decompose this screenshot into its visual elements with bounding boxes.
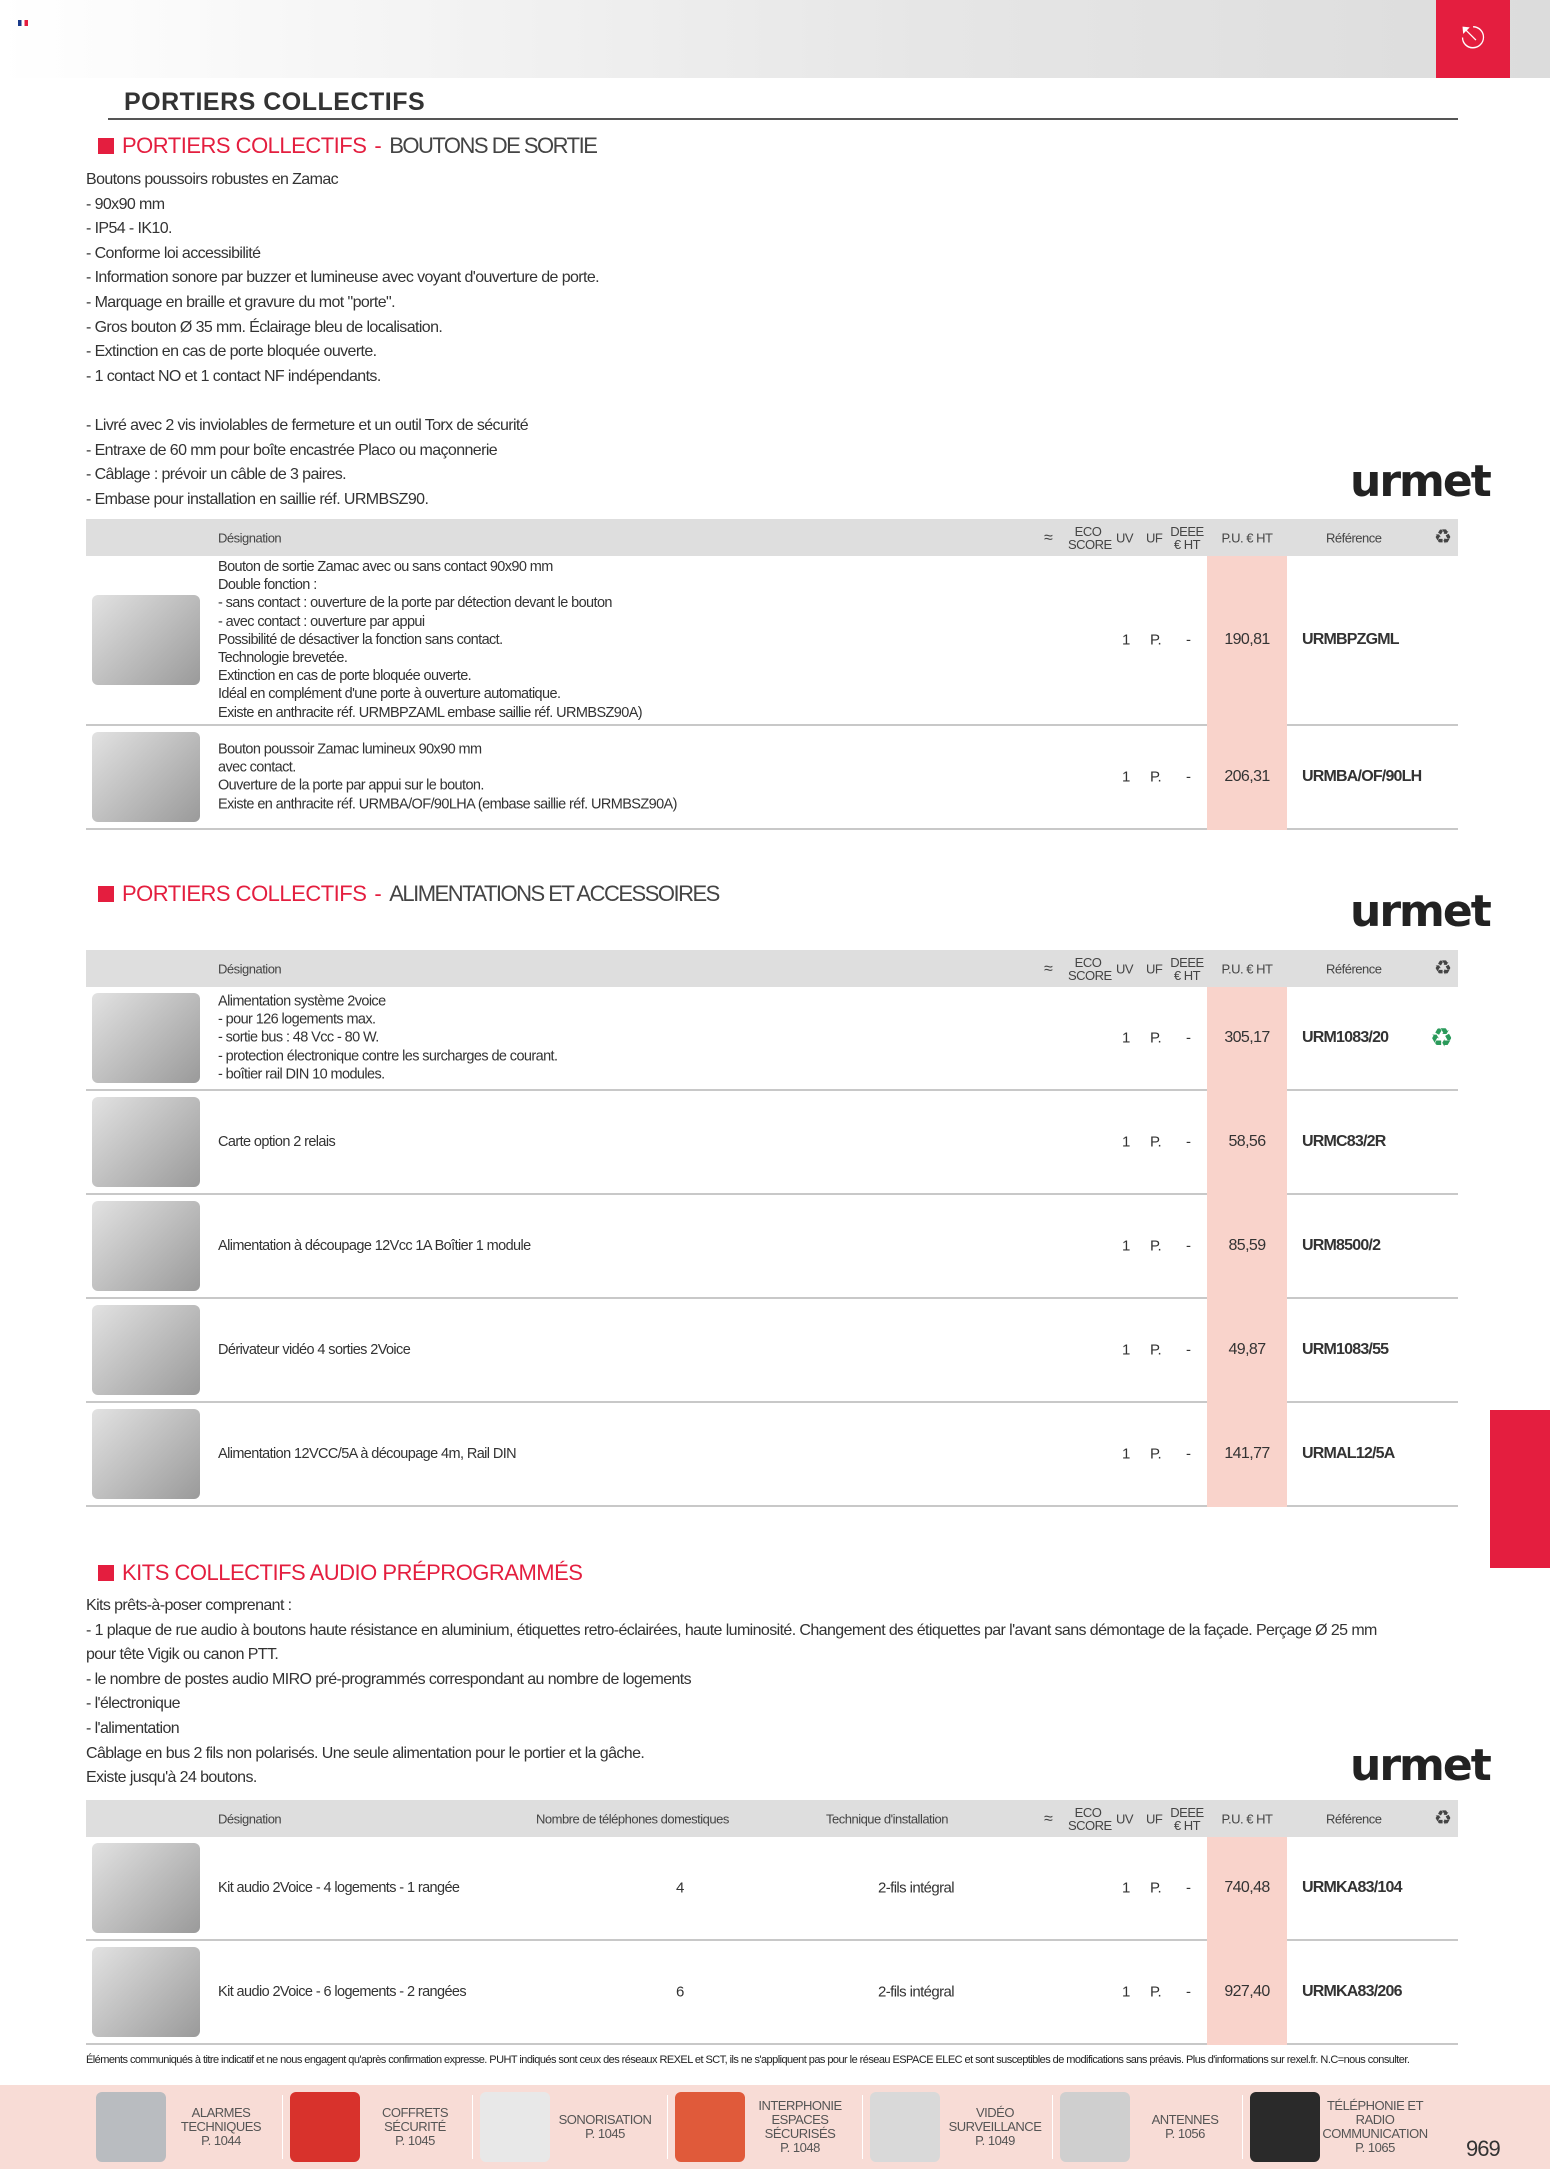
table-row <box>86 1403 1458 1507</box>
product-ref[interactable]: URMC83/2R <box>1302 1133 1386 1150</box>
description-line: - Extinction en cas de porte bloquée ouverte. <box>86 343 377 361</box>
table-row <box>86 1837 1458 1941</box>
section-description <box>86 168 599 512</box>
product-deee: - <box>1186 1879 1191 1897</box>
product-price: 740,48 <box>1224 1879 1270 1896</box>
designation-line: Alimentation à découpage 12Vcc 1A Boîtier 1 module <box>218 1237 531 1254</box>
section-title: PORTIERS COLLECTIFS <box>122 881 367 906</box>
install-technique: 2-fils intégral <box>878 1983 955 2001</box>
footer-label: INTERPHONIE ESPACES SÉCURISÉS <box>758 2098 842 2141</box>
page-number: 969 <box>1466 2136 1500 2161</box>
footer-item[interactable] <box>96 2085 276 2169</box>
description-line: - l'électronique <box>86 1695 180 1713</box>
product-price: 927,40 <box>1224 1983 1270 2000</box>
description-line: - Câblage : prévoir un câble de 3 paires. <box>86 466 347 484</box>
footer-label: TÉLÉPHONIE ET RADIO COMMUNICATION <box>1322 2098 1428 2141</box>
description-line: - Conforme loi accessibilité <box>86 244 261 262</box>
column-header-reference: Référence <box>1326 530 1382 545</box>
urmet-logo: urmet <box>1350 1740 1490 1791</box>
footer-divider <box>282 2095 283 2159</box>
product-uf: P. <box>1150 1029 1162 1047</box>
description-line: Kits prêts-à-poser comprenant : <box>86 1597 292 1614</box>
product-price: 58,56 <box>1228 1133 1266 1150</box>
product-designation <box>218 741 677 814</box>
product-uv: 1 <box>1122 768 1130 786</box>
section-heading-boutons <box>98 133 596 159</box>
description-line <box>86 389 599 414</box>
product-image <box>92 1097 200 1187</box>
footer-item-label <box>166 2106 276 2148</box>
footer-item-image <box>870 2092 940 2162</box>
footer-item-label <box>940 2106 1050 2148</box>
column-header-uv: UV <box>1116 961 1134 976</box>
product-designation <box>218 1445 516 1463</box>
section-title: KITS COLLECTIFS AUDIO PRÉPROGRAMMÉS <box>122 1560 583 1585</box>
footer-label: ALARMES TECHNIQUES <box>180 2105 262 2134</box>
table-header <box>86 1800 1458 1837</box>
column-header-uf: UF <box>1146 961 1163 976</box>
footer-item-label <box>550 2113 660 2141</box>
category-tab[interactable] <box>1436 0 1510 78</box>
product-designation <box>218 1879 459 1897</box>
footer-item[interactable] <box>1060 2085 1240 2169</box>
column-header-uf: UF <box>1146 530 1163 545</box>
description-line: Boutons poussoirs robustes en Zamac <box>86 171 339 188</box>
footer-page: P. 1044 <box>201 2133 241 2148</box>
column-header-deee: DEEE € HT <box>1170 954 1204 983</box>
column-header-pu: P.U. € HT <box>1221 1811 1273 1826</box>
column-header-pu: P.U. € HT <box>1221 530 1273 545</box>
designation-line: Bouton de sortie Zamac avec ou sans contact 90x90 mm <box>218 559 553 576</box>
designation-line: - avec contact : ouverture par appui <box>218 613 425 630</box>
footer-item-image <box>290 2092 360 2162</box>
column-header-eco: ECO SCORE <box>1068 954 1112 983</box>
bullet-square <box>98 1565 114 1581</box>
product-uf: P. <box>1150 1133 1162 1151</box>
section-heading-alimentations <box>98 881 719 907</box>
footer-item-label <box>1320 2099 1430 2155</box>
description-line: - l'alimentation <box>86 1719 180 1737</box>
footer-label: COFFRETS SÉCURITÉ <box>381 2105 449 2134</box>
product-deee: - <box>1186 1341 1191 1359</box>
footer-divider <box>862 2095 863 2159</box>
description-line: Câblage en bus 2 fils non polarisés. Une seule alimentation pour le portier et la gâche. <box>86 1744 645 1762</box>
footer-item[interactable] <box>870 2085 1050 2169</box>
product-deee: - <box>1186 1983 1191 2001</box>
wifi-icon: ≈ <box>1044 960 1053 977</box>
footer-page: P. 1056 <box>1165 2126 1205 2141</box>
section-heading-kits <box>98 1560 582 1586</box>
column-header-eco: ECO SCORE <box>1068 1804 1112 1833</box>
table-header <box>86 519 1458 556</box>
product-image <box>92 1305 200 1395</box>
footer-page: P. 1049 <box>975 2133 1015 2148</box>
designation-line: Extinction en cas de porte bloquée ouverte. <box>218 668 472 685</box>
footer-item-label <box>745 2099 855 2155</box>
footer-page: P. 1065 <box>1355 2140 1395 2155</box>
footer-item-image <box>480 2092 550 2162</box>
recycle-badge-icon: ♻ <box>1430 1022 1453 1053</box>
product-deee: - <box>1186 768 1191 786</box>
designation-line: - sortie bus : 48 Vcc - 80 W. <box>218 1029 379 1046</box>
column-header-reference: Référence <box>1326 961 1382 976</box>
column-header-deee: DEEE € HT <box>1170 1804 1204 1833</box>
footer-item-label <box>1130 2113 1240 2141</box>
page-title: PORTIERS COLLECTIFS <box>124 88 426 116</box>
dash: - <box>374 133 382 158</box>
footer-item-image <box>96 2092 166 2162</box>
product-price: 85,59 <box>1228 1237 1266 1254</box>
designation-line: - boîtier rail DIN 10 modules. <box>218 1066 385 1083</box>
footer-item[interactable] <box>1250 2085 1430 2169</box>
designation-line: Carte option 2 relais <box>218 1133 336 1150</box>
description-line: - Embase pour installation en saillie réf. URMBSZ90. <box>86 490 429 508</box>
footer-item[interactable] <box>480 2085 660 2169</box>
description-line: - Livré avec 2 vis inviolables de fermeture et un outil Torx de sécurité <box>86 416 529 434</box>
recycle-icon: ♻ <box>1434 1807 1452 1829</box>
phones-count: 6 <box>676 1983 684 2001</box>
product-deee: - <box>1186 631 1191 649</box>
designation-line: Possibilité de désactiver la fonction sans contact. <box>218 631 503 648</box>
wifi-icon: ≈ <box>1044 529 1053 546</box>
footer-category-nav <box>0 2085 1550 2169</box>
footer-label: ANTENNES <box>1151 2112 1219 2127</box>
description-line: - IP54 - IK10. <box>86 220 172 238</box>
product-price: 305,17 <box>1224 1029 1270 1046</box>
product-uv: 1 <box>1122 1133 1130 1151</box>
product-uv: 1 <box>1122 1983 1130 2001</box>
product-deee: - <box>1186 1445 1191 1463</box>
product-designation <box>218 1983 466 2001</box>
column-header-uf: UF <box>1146 1811 1163 1826</box>
designation-line: Idéal en complément d'une porte à ouverture automatique. <box>218 686 561 703</box>
product-table-boutons <box>86 519 1458 830</box>
designation-line: Bouton poussoir Zamac lumineux 90x90 mm <box>218 741 482 758</box>
footer-divider <box>1052 2095 1053 2159</box>
phones-count: 4 <box>676 1879 684 1897</box>
designation-line: Existe en anthracite réf. URMBA/OF/90LHA (embase saillie réf. URMBSZ90A) <box>218 796 677 813</box>
designation-line: Kit audio 2Voice - 4 logements - 1 rangée <box>218 1879 460 1896</box>
table-header <box>86 950 1458 987</box>
product-designation <box>218 992 557 1083</box>
designation-line: Alimentation 12VCC/5A à découpage 4m, Rail DIN <box>218 1445 517 1462</box>
product-uf: P. <box>1150 1237 1162 1255</box>
title-divider <box>108 118 1458 120</box>
description-line: - Gros bouton Ø 35 mm. Éclairage bleu de localisation. <box>86 318 443 336</box>
designation-line: Existe en anthracite réf. URMBPZAML embase saillie réf. URMBSZ90A) <box>218 704 643 721</box>
product-image <box>92 1843 200 1933</box>
urmet-logo: urmet <box>1350 886 1490 937</box>
flag-icon <box>18 20 28 26</box>
description-line: - 1 contact NO et 1 contact NF indépendants. <box>86 367 381 385</box>
designation-line: - protection électronique contre les surcharges de courant. <box>218 1048 558 1065</box>
product-image <box>92 1201 200 1291</box>
product-ref[interactable]: URM1083/20 <box>1302 1029 1389 1046</box>
top-band <box>0 0 1550 78</box>
column-header-reference: Référence <box>1326 1811 1382 1826</box>
product-ref[interactable]: URMKA83/104 <box>1302 1879 1402 1896</box>
column-header-designation: Désignation <box>218 530 282 545</box>
footer-divider <box>472 2095 473 2159</box>
section-title: PORTIERS COLLECTIFS <box>122 133 367 158</box>
product-image <box>92 993 200 1083</box>
product-designation <box>218 1133 335 1151</box>
footer-item-image <box>1060 2092 1130 2162</box>
install-technique: 2-fils intégral <box>878 1879 955 1897</box>
column-header-phones: Nombre de téléphones domestiques <box>536 1811 729 1826</box>
footer-item[interactable] <box>290 2085 470 2169</box>
section-subtitle: BOUTONS DE SORTIE <box>389 133 597 158</box>
column-header-uv: UV <box>1116 530 1134 545</box>
product-uv: 1 <box>1122 1029 1130 1047</box>
column-header-designation: Désignation <box>218 961 282 976</box>
side-tab[interactable] <box>1490 1410 1550 1568</box>
product-price: 206,31 <box>1224 768 1270 785</box>
designation-line: - sans contact : ouverture de la porte par détection devant le bouton <box>218 595 612 612</box>
product-ref[interactable]: URM1083/55 <box>1302 1341 1389 1358</box>
product-price: 49,87 <box>1228 1341 1266 1358</box>
table-row <box>86 1299 1458 1403</box>
product-designation <box>218 558 642 722</box>
product-deee: - <box>1186 1133 1191 1151</box>
description-line: pour tête Vigik ou canon PTT. <box>86 1646 279 1664</box>
product-image <box>92 595 200 685</box>
product-uv: 1 <box>1122 631 1130 649</box>
description-line: Existe jusqu'à 24 boutons. <box>86 1769 257 1787</box>
description-line: - Marquage en braille et gravure du mot "porte". <box>86 293 395 311</box>
disclaimer: Éléments communiqués à titre indicatif et ne nous engagent qu'après confirmation expresse. PUHT indiqués sont ceux des réseaux REXEL et SCT, ils ne s'appliquent pas pour le réseau ESPACE ELEC et sont susceptibles de modifications sans préavis. Plus d'informations sur rexel.fr. N.C=nous consulter. <box>86 2054 1410 2066</box>
footer-divider <box>667 2095 668 2159</box>
footer-item-label <box>360 2106 470 2148</box>
description-line: - Entraxe de 60 mm pour boîte encastrée Placo ou maçonnerie <box>86 441 498 459</box>
product-uv: 1 <box>1122 1341 1130 1359</box>
product-table-alimentations <box>86 950 1458 1507</box>
product-uf: P. <box>1150 1445 1162 1463</box>
footer-label: VIDÉO SURVEILLANCE <box>948 2105 1042 2134</box>
designation-line: avec contact. <box>218 759 296 776</box>
camera-icon: ⎋ <box>1461 22 1485 55</box>
urmet-logo: urmet <box>1350 456 1490 507</box>
dash: - <box>374 881 382 906</box>
column-header-pu: P.U. € HT <box>1221 961 1273 976</box>
product-uf: P. <box>1150 1341 1162 1359</box>
section-description <box>86 1594 1377 1791</box>
description-line: - 1 plaque de rue audio à boutons haute résistance en aluminium, étiquettes retro-éclairées, haute luminosité. Changement des étiquettes par l'avant sans démontage de la façade. Perçage Ø 25 mm <box>86 1621 1377 1639</box>
description-line: - 90x90 mm <box>86 195 165 213</box>
product-uf: P. <box>1150 1983 1162 2001</box>
product-image <box>92 732 200 822</box>
description-line: - le nombre de postes audio MIRO pré-programmés correspondant au nombre de logements <box>86 1670 692 1688</box>
product-table-kits <box>86 1800 1458 2045</box>
designation-line: - pour 126 logements max. <box>218 1011 376 1028</box>
product-ref[interactable]: URMBPZGML <box>1302 631 1399 648</box>
section-subtitle: ALIMENTATIONS ET ACCESSOIRES <box>389 881 719 906</box>
designation-line: Dérivateur vidéo 4 sorties 2Voice <box>218 1341 411 1358</box>
product-deee: - <box>1186 1237 1191 1255</box>
designation-line: Double fonction : <box>218 577 317 594</box>
bullet-square <box>98 886 114 902</box>
product-uf: P. <box>1150 768 1162 786</box>
product-uv: 1 <box>1122 1237 1130 1255</box>
recycle-icon: ♻ <box>1434 957 1452 979</box>
wifi-icon: ≈ <box>1044 1810 1053 1827</box>
table-row <box>86 726 1458 830</box>
table-row <box>86 1941 1458 2045</box>
designation-line: Kit audio 2Voice - 6 logements - 2 rangées <box>218 1983 467 2000</box>
bullet-square <box>98 138 114 154</box>
recycle-icon: ♻ <box>1434 526 1452 548</box>
product-uv: 1 <box>1122 1445 1130 1463</box>
product-uf: P. <box>1150 1879 1162 1897</box>
designation-line: Ouverture de la porte par appui sur le bouton. <box>218 778 484 794</box>
product-ref[interactable]: URM8500/2 <box>1302 1237 1381 1254</box>
product-price: 141,77 <box>1224 1445 1270 1462</box>
table-row <box>86 1195 1458 1299</box>
product-deee: - <box>1186 1029 1191 1047</box>
product-image <box>92 1409 200 1499</box>
footer-item[interactable] <box>675 2085 855 2169</box>
table-row <box>86 987 1458 1091</box>
product-ref[interactable]: URMKA83/206 <box>1302 1983 1402 2000</box>
footer-item-image <box>1250 2092 1320 2162</box>
product-designation <box>218 1341 410 1359</box>
footer-divider <box>1242 2095 1243 2159</box>
footer-page: P. 1048 <box>780 2140 820 2155</box>
footer-item-image <box>675 2092 745 2162</box>
column-header-uv: UV <box>1116 1811 1134 1826</box>
footer-page: P. 1045 <box>585 2126 625 2141</box>
designation-line: Alimentation système 2voice <box>218 993 386 1010</box>
product-designation <box>218 1237 531 1255</box>
product-uv: 1 <box>1122 1879 1130 1897</box>
product-image <box>92 1947 200 2037</box>
column-header-technique: Technique d'installation <box>826 1811 949 1826</box>
product-price: 190,81 <box>1224 631 1270 648</box>
table-row <box>86 1091 1458 1195</box>
product-ref[interactable]: URMBA/OF/90LH <box>1302 768 1422 785</box>
column-header-designation: Désignation <box>218 1811 282 1826</box>
description-line: - Information sonore par buzzer et lumineuse avec voyant d'ouverture de porte. <box>86 269 600 287</box>
product-uf: P. <box>1150 631 1162 649</box>
footer-page: P. 1045 <box>395 2133 435 2148</box>
column-header-eco: ECO SCORE <box>1068 523 1112 552</box>
product-ref[interactable]: URMAL12/5A <box>1302 1445 1395 1462</box>
designation-line: Technologie brevetée. <box>218 650 348 667</box>
column-header-deee: DEEE € HT <box>1170 523 1204 552</box>
footer-label: SONORISATION <box>558 2112 652 2127</box>
table-row <box>86 556 1458 726</box>
